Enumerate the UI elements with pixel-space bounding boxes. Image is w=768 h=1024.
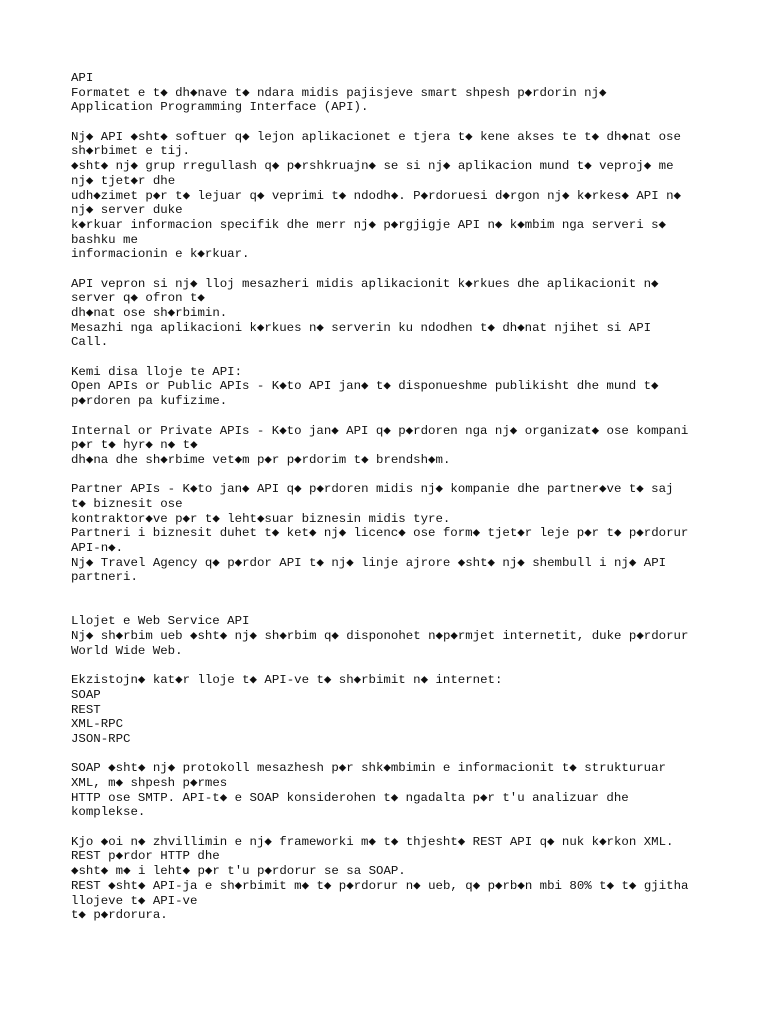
paragraph-partner-apis [71,482,711,585]
text-line: Partner APIs - K◆to jan◆ API q◆ p◆rdoren midis nj◆ kompanie dhe partner◆ve t◆ saj [71,482,674,497]
text-line: Ekzistojn◆ kat◆r lloje t◆ API-ve t◆ sh◆rbimit n◆ internet: [71,673,503,688]
text-line: ◆sht◆ nj◆ grup rregullash q◆ p◆rshkruajn◆ se si nj◆ aplikacion mund t◆ veproj◆ me [71,159,674,174]
text-line: partneri. [71,570,138,585]
text-line: komplekse. [71,805,146,820]
text-line: server q◆ ofron t◆ [71,291,205,306]
text-line: SOAP ◆sht◆ nj◆ protokoll mesazhesh p◆r shk◆mbimin e informacionit t◆ strukturuar [71,761,666,776]
text-line: Call. [71,335,109,350]
text-line: t◆ biznesit ose [71,496,183,511]
text-line: t◆ p◆rdorura. [71,908,168,923]
text-line: sh◆rbimet e tij. [71,144,190,159]
text-line: p◆r t◆ hyr◆ n◆ t◆ [71,438,198,453]
text-line: Partneri i biznesit duhet t◆ ket◆ nj◆ licenc◆ ose form◆ tjet◆r leje p◆r t◆ p◆rdorur [71,526,689,541]
text-line: k◆rkuar informacion specifik dhe merr nj◆ p◆rgjigje API n◆ k◆mbim nga serveri s◆ [71,217,666,232]
paragraph-api-intro [71,71,711,115]
paragraph-private-apis [71,424,711,468]
paragraph-api-types-list [71,673,711,746]
text-line: bashku me [71,232,138,247]
paragraph-rest [71,835,711,923]
list-item: SOAP [71,687,101,702]
text-line: Kemi disa lloje te API: [71,364,243,379]
text-line: API-n◆. [71,541,124,555]
text-line: Formatet e t◆ dh◆nave t◆ ndara midis pajisjeve smart shpesh p◆rdorin nj◆ [71,85,607,100]
paragraph-open-apis [71,365,711,409]
paragraph-soap [71,761,711,820]
text-line: informacionin e k◆rkuar. [71,247,250,262]
list-item: REST [71,702,101,717]
list-item: XML-RPC [71,717,124,732]
text-line: REST ◆sht◆ API-ja e sh◆rbimit m◆ t◆ p◆rdorur n◆ ueb, q◆ p◆rb◆n mbi 80% t◆ t◆ gjitha [71,878,689,893]
text-line: p◆rdoren pa kufizime. [71,394,228,409]
list-item: JSON-RPC [71,731,131,746]
text-line: llojeve t◆ API-ve [71,893,198,908]
text-line: Nj◆ API ◆sht◆ softuer q◆ lejon aplikacionet e tjera t◆ kene akses te t◆ dh◆nat ose [71,129,681,144]
blank-line [71,600,711,615]
text-line: Kjo ◆oi n◆ zhvillimin e nj◆ frameworki m◆ t◆ thjesht◆ REST API q◆ nuk k◆rkon XML. [71,834,674,849]
text-line: Mesazhi nga aplikacioni k◆rkues n◆ serverin ku ndodhen t◆ dh◆nat njihet si API [71,320,652,335]
paragraph-api-messenger [71,277,711,350]
paragraph-api-definition [71,130,711,262]
text-line: XML, m◆ shpesh p◆rmes [71,776,228,790]
text-line: dh◆nat ose sh◆rbimin. [71,306,228,320]
text-line: Open APIs or Public APIs - K◆to API jan◆ t◆ disponueshme publikisht dhe mund t◆ [71,379,659,394]
text-line: dh◆na dhe sh◆rbime vet◆m p◆r p◆rdorim t◆ brendsh◆m. [71,452,451,467]
text-line: nj◆ tjet◆r dhe [71,173,176,188]
text-line: Nj◆ sh◆rbim ueb ◆sht◆ nj◆ sh◆rbim q◆ disponohet n◆p◆rmjet internetit, duke p◆rdorur [71,629,689,644]
text-line: udh◆zimet p◆r t◆ lejuar q◆ veprimi t◆ ndodh◆. P◆rdoruesi d◆rgon nj◆ k◆rkes◆ API n◆ [71,188,682,203]
text-line: Internal or Private APIs - K◆to jan◆ API q◆ p◆rdoren nga nj◆ organizat◆ ose kompani [71,423,689,438]
text-line: HTTP ose SMTP. API-t◆ e SOAP konsiderohen t◆ ngadalta p◆r t'u analizuar dhe [71,790,629,805]
section-heading: Llojet e Web Service API [71,614,250,629]
text-line: ◆sht◆ m◆ i leht◆ p◆r t'u p◆rdorur se sa SOAP. [71,864,406,879]
text-line: API vepron si nj◆ lloj mesazheri midis aplikacionit k◆rkues dhe aplikacionit n◆ [71,276,659,291]
text-line: API [71,71,94,85]
text-line: kontraktor◆ve p◆r t◆ leht◆suar biznesin midis tyre. [71,511,451,526]
text-line: World Wide Web. [71,643,183,658]
text-line: REST p◆rdor HTTP dhe [71,849,220,864]
paragraph-web-service-api [71,614,711,658]
text-line: nj◆ server duke [71,203,183,218]
text-line: Application Programming Interface (API). [71,100,369,115]
text-line: Nj◆ Travel Agency q◆ p◆rdor API t◆ nj◆ linje ajrore ◆sht◆ nj◆ shembull i nj◆ API [71,555,667,570]
document-page [71,71,711,938]
